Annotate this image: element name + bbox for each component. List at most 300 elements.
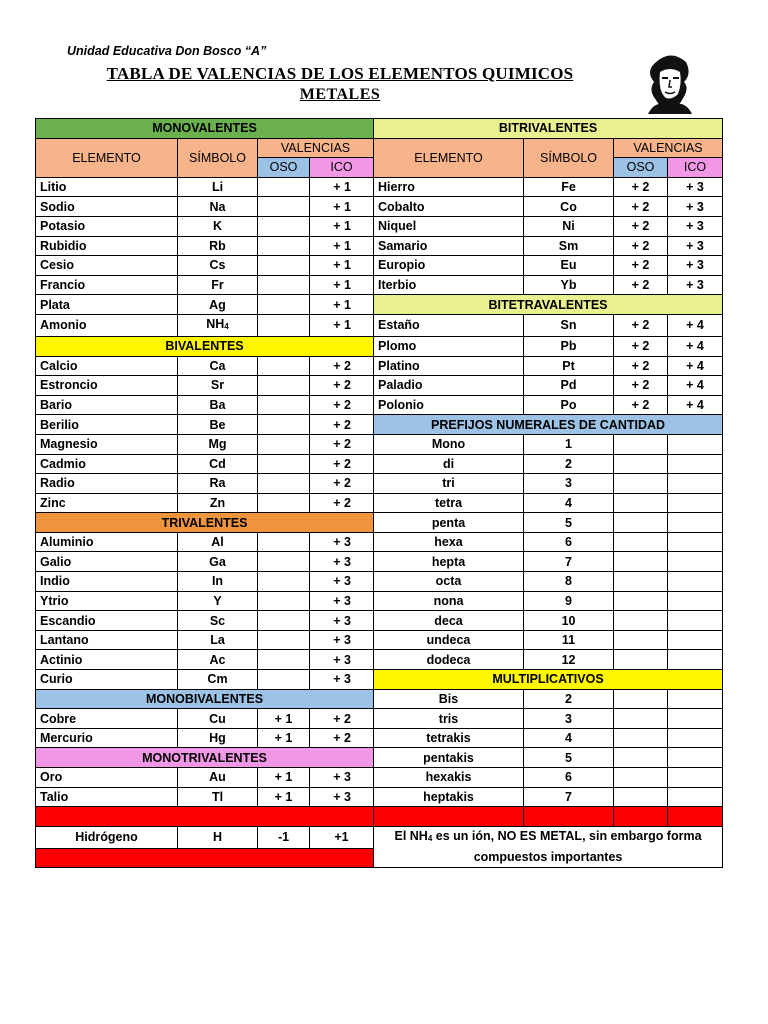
oso-cell: + 1: [258, 787, 310, 807]
empty-cell: [614, 689, 668, 709]
number-cell: 2: [524, 454, 614, 474]
oso-cell: [258, 395, 310, 415]
oso-cell: + 1: [258, 768, 310, 788]
oso-cell: [258, 552, 310, 572]
oso-cell: [258, 275, 310, 295]
group-header-monovalentes: MONOVALENTES: [36, 119, 374, 139]
symbol-cell: Y: [178, 591, 258, 611]
symbol-cell: Pd: [524, 376, 614, 396]
table-row: [36, 295, 723, 315]
ico-cell: + 3: [310, 532, 374, 552]
prefix-cell: nona: [374, 591, 524, 611]
table-row: [36, 236, 723, 256]
empty-cell: [614, 572, 668, 592]
element-cell: Oro: [36, 768, 178, 788]
oso-cell: -1: [258, 826, 310, 848]
symbol-cell: Ra: [178, 474, 258, 494]
table-row: [36, 768, 723, 788]
empty-cell: [614, 434, 668, 454]
number-cell: 4: [524, 493, 614, 513]
symbol-cell: Ni: [524, 216, 614, 236]
ico-cell: + 2: [310, 493, 374, 513]
element-cell: Aluminio: [36, 532, 178, 552]
element-cell: Radio: [36, 474, 178, 494]
element-cell: Litio: [36, 177, 178, 197]
number-cell: 12: [524, 650, 614, 670]
symbol-cell: Tl: [178, 787, 258, 807]
ico-cell: + 3: [668, 236, 723, 256]
element-cell: Niquel: [374, 216, 524, 236]
ico-cell: + 4: [668, 395, 723, 415]
table-row: [36, 611, 723, 631]
ico-cell: + 4: [668, 376, 723, 396]
empty-cell: [614, 748, 668, 768]
empty-cell: [614, 709, 668, 729]
group-header-bitrivalentes: BITRIVALENTES: [374, 119, 723, 139]
symbol-cell: Co: [524, 197, 614, 217]
valence-table: [35, 118, 723, 868]
oso-cell: + 2: [614, 314, 668, 336]
oso-cell: + 2: [614, 336, 668, 356]
symbol-cell: Be: [178, 415, 258, 435]
symbol-cell: Cd: [178, 454, 258, 474]
note-text-part: El NH: [394, 829, 428, 844]
table-row: [36, 513, 723, 533]
symbol-cell: Sm: [524, 236, 614, 256]
ico-cell: + 3: [310, 630, 374, 650]
ico-cell: + 3: [310, 787, 374, 807]
element-cell: Iterbio: [374, 275, 524, 295]
prefix-cell: undeca: [374, 630, 524, 650]
element-cell: Estroncio: [36, 376, 178, 396]
number-cell: 3: [524, 709, 614, 729]
empty-cell: [668, 689, 723, 709]
prefix-cell: hexa: [374, 532, 524, 552]
symbol-cell: Sc: [178, 611, 258, 631]
oso-cell: [258, 591, 310, 611]
table-row: [36, 138, 723, 158]
element-cell: Indio: [36, 572, 178, 592]
red-band: [524, 807, 614, 827]
symbol-cell: Ga: [178, 552, 258, 572]
element-cell: Potasio: [36, 216, 178, 236]
element-cell: Paladio: [374, 376, 524, 396]
table-row: [36, 630, 723, 650]
empty-cell: [668, 709, 723, 729]
empty-cell: [614, 630, 668, 650]
table-row: [36, 670, 723, 690]
table-row: [36, 709, 723, 729]
element-cell: Cobalto: [374, 197, 524, 217]
oso-cell: [258, 611, 310, 631]
oso-cell: [258, 177, 310, 197]
element-cell: Plomo: [374, 336, 524, 356]
empty-cell: [614, 728, 668, 748]
page-title: TABLA DE VALENCIAS DE LOS ELEMENTOS QUIMICOS: [106, 64, 574, 83]
oso-cell: + 2: [614, 236, 668, 256]
symbol-cell: Po: [524, 395, 614, 415]
symbol-cell: Rb: [178, 236, 258, 256]
element-cell: Hidrógeno: [36, 826, 178, 848]
ico-cell: + 3: [668, 256, 723, 276]
prefix-cell: hepta: [374, 552, 524, 572]
table-row: [36, 454, 723, 474]
oso-cell: [258, 493, 310, 513]
table-row: [36, 787, 723, 807]
element-cell: Magnesio: [36, 434, 178, 454]
table-row: [36, 748, 723, 768]
oso-cell: + 2: [614, 376, 668, 396]
prefix-cell: Mono: [374, 434, 524, 454]
symbol-cell: Pt: [524, 356, 614, 376]
table-row: [36, 415, 723, 435]
table-row: [36, 336, 723, 356]
empty-cell: [668, 434, 723, 454]
symbol-cell: Yb: [524, 275, 614, 295]
ico-cell: + 4: [668, 336, 723, 356]
ico-cell: + 4: [668, 314, 723, 336]
group-header-bivalentes: BIVALENTES: [36, 336, 374, 356]
empty-cell: [668, 630, 723, 650]
element-cell: Sodio: [36, 197, 178, 217]
group-header-multiplicativos: MULTIPLICATIVOS: [374, 670, 723, 690]
element-cell: Cesio: [36, 256, 178, 276]
symbol-cell: Au: [178, 768, 258, 788]
table-row: [36, 493, 723, 513]
group-header-monobivalentes: MONOBIVALENTES: [36, 689, 374, 709]
element-cell: Bario: [36, 395, 178, 415]
table-row: [36, 177, 723, 197]
table-row: [36, 689, 723, 709]
empty-cell: [614, 474, 668, 494]
oso-cell: + 2: [614, 356, 668, 376]
symbol-cell: Sr: [178, 376, 258, 396]
element-cell: Escandio: [36, 611, 178, 631]
oso-cell: + 2: [614, 256, 668, 276]
empty-cell: [614, 591, 668, 611]
note-text-part: es un ión, NO ES METAL, sin embargo forma compuestos importantes: [432, 829, 702, 865]
table-row: [36, 356, 723, 376]
oso-cell: + 2: [614, 216, 668, 236]
element-cell: Zinc: [36, 493, 178, 513]
table-row: [36, 572, 723, 592]
empty-cell: [668, 513, 723, 533]
empty-cell: [668, 474, 723, 494]
oso-cell: [258, 216, 310, 236]
table-row: [36, 376, 723, 396]
ico-cell: + 1: [310, 295, 374, 315]
col-header-elemento: ELEMENTO: [36, 138, 178, 177]
element-cell: Francio: [36, 275, 178, 295]
symbol-cell: Eu: [524, 256, 614, 276]
table-row: [36, 256, 723, 276]
ico-cell: + 2: [310, 474, 374, 494]
oso-cell: [258, 650, 310, 670]
oso-cell: [258, 572, 310, 592]
oso-cell: + 1: [258, 728, 310, 748]
ico-cell: + 3: [668, 197, 723, 217]
element-cell: Berilio: [36, 415, 178, 435]
element-cell: Europio: [374, 256, 524, 276]
prefix-cell: tri: [374, 474, 524, 494]
element-cell: Ytrio: [36, 591, 178, 611]
ico-cell: + 1: [310, 177, 374, 197]
empty-cell: [614, 493, 668, 513]
symbol-cell: Ag: [178, 295, 258, 315]
oso-cell: [258, 434, 310, 454]
col-header-ico: ICO: [668, 158, 723, 178]
element-cell: Curio: [36, 670, 178, 690]
table-row: [36, 807, 723, 827]
empty-cell: [668, 768, 723, 788]
table-row: [36, 395, 723, 415]
prefix-cell: pentakis: [374, 748, 524, 768]
symbol-cell: Al: [178, 532, 258, 552]
prefix-cell: tetra: [374, 493, 524, 513]
ico-cell: + 1: [310, 216, 374, 236]
element-cell: Platino: [374, 356, 524, 376]
table-row: [36, 728, 723, 748]
number-cell: 9: [524, 591, 614, 611]
ico-cell: + 1: [310, 256, 374, 276]
number-cell: 6: [524, 768, 614, 788]
empty-cell: [668, 650, 723, 670]
group-header-prefijos: PREFIJOS NUMERALES DE CANTIDAD: [374, 415, 723, 435]
number-cell: 5: [524, 748, 614, 768]
empty-cell: [668, 591, 723, 611]
element-cell: Galio: [36, 552, 178, 572]
ammonium-note: [374, 826, 723, 868]
oso-cell: [258, 415, 310, 435]
page-subtitle: METALES: [299, 86, 381, 103]
ico-cell: + 2: [310, 356, 374, 376]
empty-cell: [668, 728, 723, 748]
ico-cell: + 3: [310, 572, 374, 592]
ico-cell: + 3: [668, 177, 723, 197]
table-row: [36, 197, 723, 217]
empty-cell: [668, 748, 723, 768]
table-row: [36, 650, 723, 670]
prefix-cell: di: [374, 454, 524, 474]
oso-cell: [258, 630, 310, 650]
empty-cell: [668, 532, 723, 552]
number-cell: 10: [524, 611, 614, 631]
oso-cell: + 2: [614, 197, 668, 217]
empty-cell: [668, 572, 723, 592]
ico-cell: + 2: [310, 376, 374, 396]
table-row: [36, 552, 723, 572]
oso-cell: + 2: [614, 275, 668, 295]
symbol-cell: La: [178, 630, 258, 650]
oso-cell: [258, 295, 310, 315]
ico-cell: + 2: [310, 454, 374, 474]
empty-cell: [614, 513, 668, 533]
table-row: [36, 434, 723, 454]
empty-cell: [668, 454, 723, 474]
table-row: [36, 532, 723, 552]
portrait-image: [640, 48, 700, 114]
number-cell: 8: [524, 572, 614, 592]
oso-cell: [258, 376, 310, 396]
element-cell: Cadmio: [36, 454, 178, 474]
ico-cell: + 3: [310, 768, 374, 788]
prefix-cell: heptakis: [374, 787, 524, 807]
ico-cell: + 1: [310, 236, 374, 256]
ico-cell: + 2: [310, 728, 374, 748]
element-cell: Actinio: [36, 650, 178, 670]
prefix-cell: penta: [374, 513, 524, 533]
col-header-valencias: VALENCIAS: [614, 138, 723, 158]
col-header-oso: OSO: [258, 158, 310, 178]
prefix-cell: hexakis: [374, 768, 524, 788]
empty-cell: [614, 650, 668, 670]
symbol-cell: Cu: [178, 709, 258, 729]
element-cell: Cobre: [36, 709, 178, 729]
oso-cell: [258, 236, 310, 256]
ico-cell: + 2: [310, 395, 374, 415]
symbol-cell: Na: [178, 197, 258, 217]
prefix-cell: deca: [374, 611, 524, 631]
symbol-cell: K: [178, 216, 258, 236]
number-cell: 2: [524, 689, 614, 709]
symbol-cell: Hg: [178, 728, 258, 748]
oso-cell: [258, 474, 310, 494]
note-text-part: 4: [427, 834, 433, 844]
oso-cell: [258, 256, 310, 276]
ico-cell: + 3: [310, 670, 374, 690]
symbol-cell: Cm: [178, 670, 258, 690]
red-band: [614, 807, 668, 827]
element-cell: Estaño: [374, 314, 524, 336]
school-name: Unidad Educativa Don Bosco “A”: [67, 44, 267, 58]
empty-cell: [668, 552, 723, 572]
ico-cell: +1: [310, 826, 374, 848]
symbol-cell: Mg: [178, 434, 258, 454]
symbol-cell: Pb: [524, 336, 614, 356]
ico-cell: + 1: [310, 197, 374, 217]
oso-cell: + 2: [614, 395, 668, 415]
symbol-cell: Ba: [178, 395, 258, 415]
empty-cell: [668, 787, 723, 807]
number-cell: 7: [524, 787, 614, 807]
prefix-cell: Bis: [374, 689, 524, 709]
number-cell: 7: [524, 552, 614, 572]
number-cell: 3: [524, 474, 614, 494]
symbol-text: NH: [206, 316, 225, 331]
oso-cell: [258, 454, 310, 474]
col-header-oso: OSO: [614, 158, 668, 178]
empty-cell: [614, 552, 668, 572]
ico-cell: + 1: [310, 314, 374, 336]
oso-cell: [258, 356, 310, 376]
oso-cell: [258, 532, 310, 552]
oso-cell: + 1: [258, 709, 310, 729]
col-header-simbolo: SÍMBOLO: [178, 138, 258, 177]
oso-cell: + 2: [614, 177, 668, 197]
element-cell: Hierro: [374, 177, 524, 197]
number-cell: 1: [524, 434, 614, 454]
oso-cell: [258, 670, 310, 690]
symbol-subscript: 4: [224, 321, 229, 331]
red-band: [668, 807, 723, 827]
red-band: [36, 848, 374, 868]
symbol-cell: Zn: [178, 493, 258, 513]
prefix-cell: tetrakis: [374, 728, 524, 748]
group-header-monotrivalentes: MONOTRIVALENTES: [36, 748, 374, 768]
number-cell: 6: [524, 532, 614, 552]
prefix-cell: tris: [374, 709, 524, 729]
col-header-simbolo: SÍMBOLO: [524, 138, 614, 177]
table-row: [36, 826, 723, 848]
number-cell: 4: [524, 728, 614, 748]
symbol-cell: [178, 314, 258, 336]
element-cell: Plata: [36, 295, 178, 315]
table-row: [36, 591, 723, 611]
ico-cell: + 3: [310, 591, 374, 611]
symbol-cell: H: [178, 826, 258, 848]
empty-cell: [614, 611, 668, 631]
symbol-cell: Fe: [524, 177, 614, 197]
symbol-cell: Fr: [178, 275, 258, 295]
ico-cell: + 3: [310, 552, 374, 572]
number-cell: 11: [524, 630, 614, 650]
red-band: [374, 807, 524, 827]
empty-cell: [614, 532, 668, 552]
symbol-cell: Cs: [178, 256, 258, 276]
col-header-ico: ICO: [310, 158, 374, 178]
element-cell: Mercurio: [36, 728, 178, 748]
table-row: [36, 119, 723, 139]
ico-cell: + 3: [668, 275, 723, 295]
ico-cell: + 2: [310, 709, 374, 729]
symbol-cell: Li: [178, 177, 258, 197]
symbol-cell: Sn: [524, 314, 614, 336]
element-cell: Amonio: [36, 314, 178, 336]
element-cell: Polonio: [374, 395, 524, 415]
element-cell: Calcio: [36, 356, 178, 376]
symbol-cell: Ca: [178, 356, 258, 376]
ico-cell: + 2: [310, 434, 374, 454]
group-header-bitetravalentes: BITETRAVALENTES: [374, 295, 723, 315]
oso-cell: [258, 314, 310, 336]
empty-cell: [668, 611, 723, 631]
red-band: [36, 807, 374, 827]
col-header-elemento: ELEMENTO: [374, 138, 524, 177]
number-cell: 5: [524, 513, 614, 533]
element-cell: Rubidio: [36, 236, 178, 256]
empty-cell: [614, 454, 668, 474]
group-header-trivalentes: TRIVALENTES: [36, 513, 374, 533]
table-row: [36, 314, 723, 336]
ico-cell: + 2: [310, 415, 374, 435]
symbol-cell: Ac: [178, 650, 258, 670]
ico-cell: + 4: [668, 356, 723, 376]
prefix-cell: octa: [374, 572, 524, 592]
element-cell: Samario: [374, 236, 524, 256]
element-cell: Talio: [36, 787, 178, 807]
symbol-cell: In: [178, 572, 258, 592]
table-row: [36, 216, 723, 236]
prefix-cell: dodeca: [374, 650, 524, 670]
ico-cell: + 1: [310, 275, 374, 295]
empty-cell: [614, 787, 668, 807]
ico-cell: + 3: [310, 611, 374, 631]
element-cell: Lantano: [36, 630, 178, 650]
ico-cell: + 3: [310, 650, 374, 670]
ico-cell: + 3: [668, 216, 723, 236]
col-header-valencias: VALENCIAS: [258, 138, 374, 158]
table-row: [36, 275, 723, 295]
